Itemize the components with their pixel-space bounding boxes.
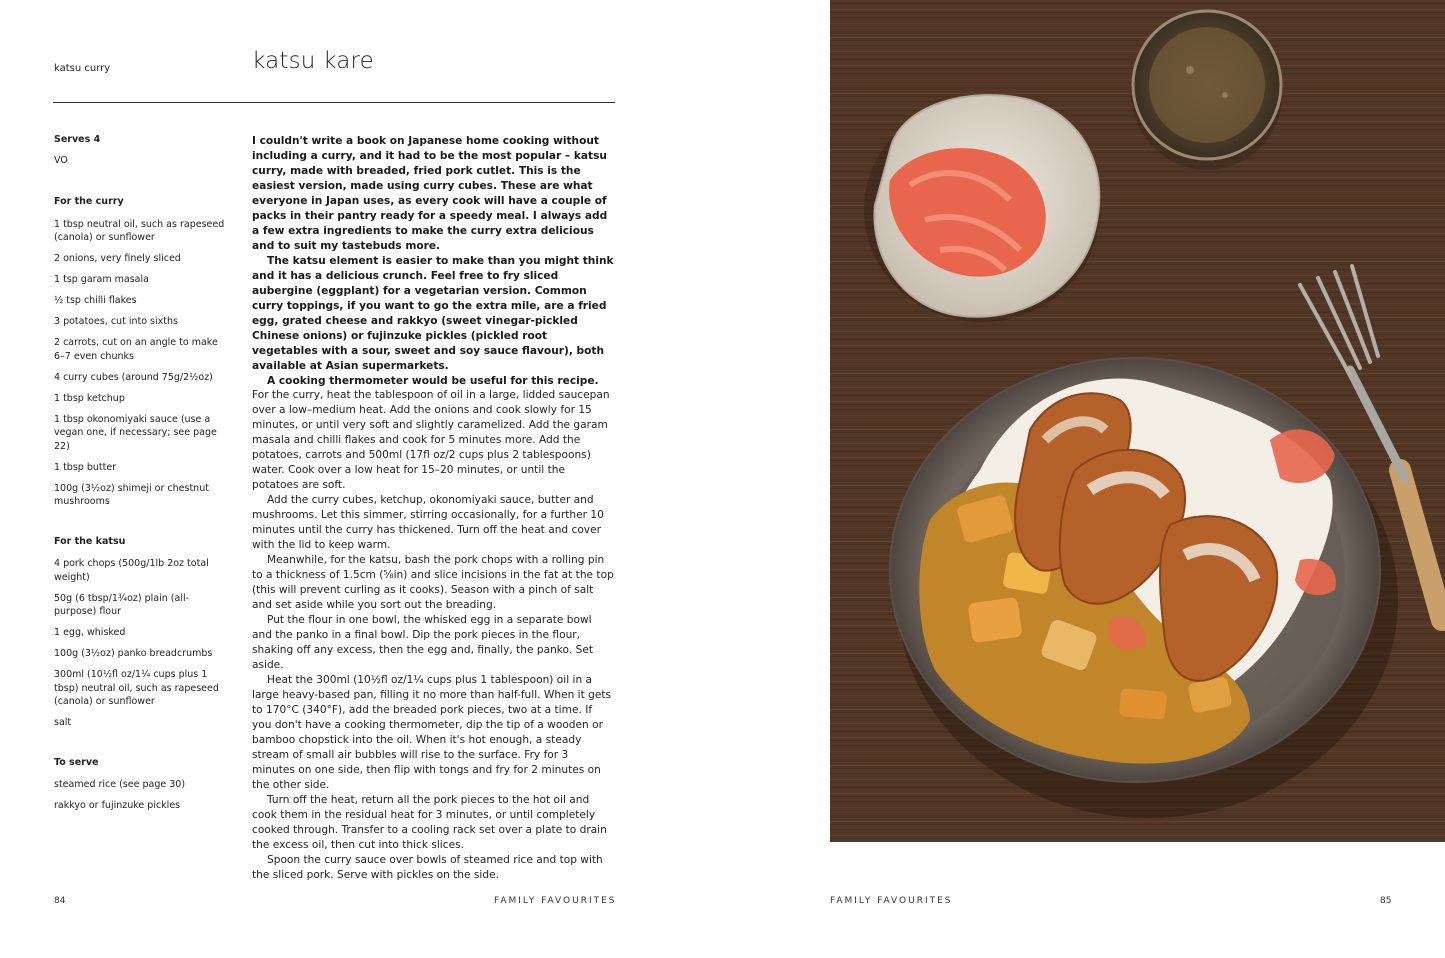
ingredients-column [54,133,226,839]
page-number-right: 85 [1380,896,1392,906]
ingredient-item: 1 tbsp butter [54,461,117,473]
intro-paragraph: The katsu element is easier to make than you might think and it has a delicious crunch. Feel free to fry sliced aubergine (eggplant) for a vegetarian version. Common curry toppings, if you want to go the extra mile, are a fried egg, grated cheese and rakkyo (sweet vinegar-pickled Chinese onions) or fujinzuke pickles (pickled root vegetables with a sour, sweet and soy sauce flavour), both available at Asian supermarkets. [252,255,614,372]
ingredient-item: rakkyo or fujinzuke pickles [54,800,181,811]
ingredient-list [54,557,226,730]
title-divider [53,102,615,103]
ingredient-item: 4 curry cubes (around 75g/2½oz) [54,371,213,383]
ingredient-list [54,218,226,509]
ingredient-item: 100g (3½oz) shimeji or chestnut mushrooms [54,482,209,507]
ingredient-item: 1 tsp garam masala [54,274,149,285]
pickle-dish [864,95,1100,322]
ingredient-group-serve [54,756,226,813]
section-title-right: FAMILY FAVOURITES [830,896,953,906]
recipe-title: katsu kare [252,48,375,74]
method-paragraph: Heat the 300ml (10½fl oz/1¼ cups plus 1 tablespoon) oil in a large heavy-based pan, filling it no more than half-full. When it gets to 170°C (340°F), add the breaded pork pieces, two at a time. If you don't have a cooking thermometer, dip the tip of a wooden or bamboo chopstick into the oil. When it's hot enough, a steady stream of small air bubbles will rise to the surface. Fry for 3 minutes on one side, then flip with tongs and fry for 2 minutes on the other side. [252,674,612,791]
intro-paragraph: I couldn't write a book on Japanese home cooking without including a curry, and it had to be the most popular – katsu curry, made with breaded, fried pork cutlet. This is the easiest version, made using curry cubes. These are what everyone in Japan uses, as every cook will have a couple of packs in their pantry ready for a speedy meal. I always add a few extra ingredients to make the curry extra delicious and to suit my tastebuds more. [252,135,608,252]
ingredient-item: steamed rice (see page 30) [54,779,186,790]
ingredient-item: 100g (3½oz) panko breadcrumbs [54,648,213,659]
section-title-left: FAMILY FAVOURITES [494,896,617,906]
method-paragraph: Meanwhile, for the katsu, bash the pork chops with a rolling pin to a thickness of 1.5cm (⅝in) and slice incisions in the fat at the top (this will prevent curling as it cooks). Season with a pinch of salt and set aside while you sort out the breading. [252,554,614,611]
method-paragraph: For the curry, heat the tablespoon of oil in a large, lidded saucepan over a low–medium heat. Add the onions and cook slowly for 15 minutes, or until very soft and slightly caramelized. Add the garam masala and chilli flakes and cook for 5 minutes more. Add the potatoes, carrots and 500ml (17fl oz/2 cups plus 2 tablespoons) water. Cook over a low heat for 15–20 minutes, or until the potatoes are soft. [252,389,610,491]
serves-label: Serves 4 [54,134,101,145]
ingredient-item: 1 egg, whisked [54,627,126,638]
method-text [252,388,614,883]
method-paragraph: Turn off the heat, return all the pork pieces to the hot oil and cook them in the residual heat for 3 minutes, or until completely cooked through. Transfer to a cooling rack set over a plate to drain the excess oil, then cut into thick slices. [252,794,607,851]
ingredient-group-heading: For the katsu [54,535,126,547]
ingredient-item: 4 pork chops (500g/1lb 2oz total weight) [54,558,209,583]
ingredient-item: 50g (6 tbsp/1¾oz) plain (all-purpose) flour [54,592,190,617]
katsu-curry-illustration [830,0,1445,842]
recipe-photo [830,0,1445,842]
ingredient-item: 1 tbsp neutral oil, such as rapeseed (canola) or sunflower [54,218,225,243]
ingredient-group-heading: For the curry [54,196,124,207]
ingredient-item: 1 tbsp ketchup [54,392,125,404]
method-paragraph: Put the flour in one bowl, the whisked egg in a separate bowl and the panko in a final bowl. Dip the pork pieces in the flour, shaking off any excess, then the egg and, finally, the panko. Set aside. [252,614,593,671]
drink-glass [1131,11,1283,170]
ingredient-group-heading: To serve [54,756,99,768]
ingredient-item: 3 potatoes, cut into sixths [54,316,178,327]
page-number-left: 84 [54,896,66,906]
ingredient-item: salt [54,717,72,728]
diet-label: VO [54,154,68,166]
ingredient-item: ½ tsp chilli flakes [54,295,137,306]
ingredient-item: 2 carrots, cut on an angle to make 6–7 even chunks [54,337,218,362]
method-paragraph: Add the curry cubes, ketchup, okonomiyaki sauce, butter and mushrooms. Let this simmer, stirring occasionally, for a further 10 minutes until the curry has thickened. Turn off the heat and cover with the lid to keep warm. [252,494,604,551]
method-paragraph: Spoon the curry sauce over bowls of steamed rice and top with the sliced pork. Serve with pickles on the side. [252,854,603,881]
recipe-subtitle: katsu curry [54,63,111,74]
ingredient-list [54,778,226,813]
ingredient-item: 1 tbsp okonomiyaki sauce (use a vegan one, if necessary; see page 22) [54,413,217,452]
intro-paragraph: A cooking thermometer would be useful for this recipe. [267,375,599,387]
ingredient-item: 2 onions, very finely sliced [54,253,181,264]
ingredient-group-katsu [54,535,226,730]
ingredient-item: 300ml (10½fl oz/1¼ cups plus 1 tbsp) neutral oil, such as rapeseed (canola) or sunflower [54,669,219,707]
intro-text [252,134,614,389]
ingredient-group-curry [54,195,226,509]
